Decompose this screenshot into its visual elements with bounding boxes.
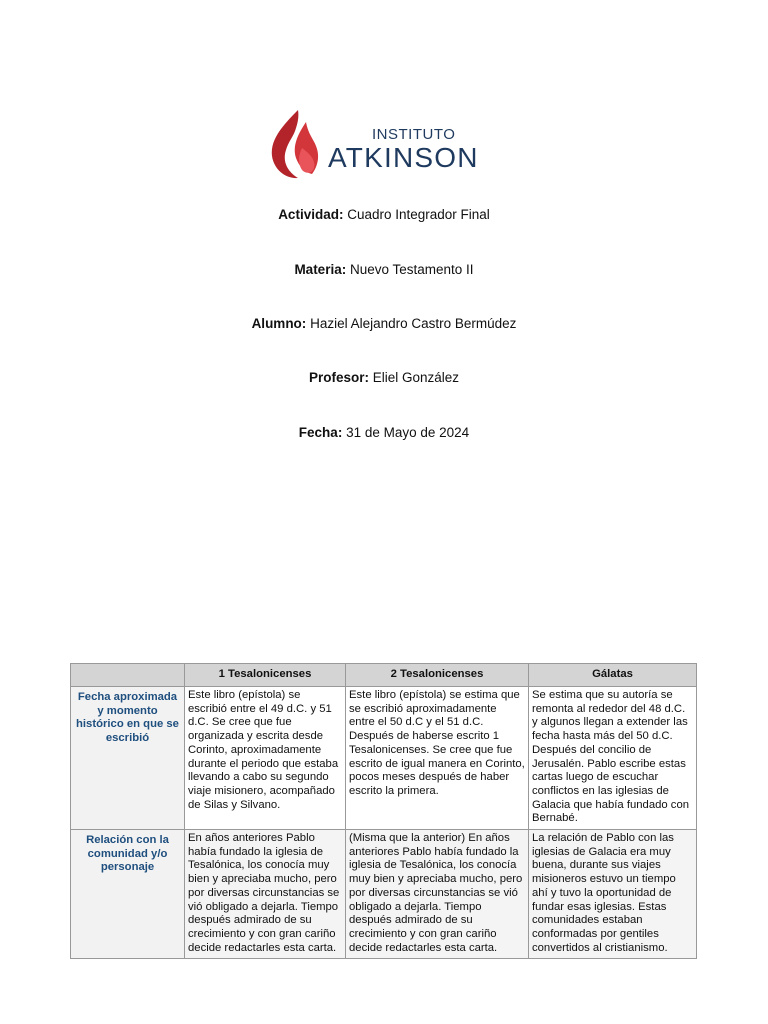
row-label-relacion: Relación con la comunidad y/o personaje — [71, 830, 185, 959]
comparison-table — [70, 663, 697, 959]
table-cell: La relación de Pablo con las iglesias de Galacia era muy buena, durante sus viajes misioneros estuvo un tiempo ahí y tuvo la oportunidad de fundar esas iglesias. Estas comunidades estaban conformadas por gentiles convertidos al cristianismo. — [529, 830, 697, 959]
student-label: Alumno: — [251, 316, 307, 331]
flame-icon — [268, 108, 320, 180]
subject-value: Nuevo Testamento II — [349, 262, 474, 277]
header-1-tesalonicenses: 1 Tesalonicenses — [185, 664, 346, 687]
activity-value: Cuadro Integrador Final — [347, 207, 490, 222]
teacher-line — [0, 370, 768, 385]
table-cell: Este libro (epístola) se escribió entre el 49 d.C. y 51 d.C. Se cree que fue organizada y escrita desde Corinto, aproximadamente durante el periodo que estaba llevando a cabo su segundo viaje misionero, acompañado de Silas y Silvano. — [185, 687, 346, 830]
subject-label: Materia: — [294, 262, 347, 277]
header-corner — [71, 664, 185, 687]
logo-line1: INSTITUTO — [372, 126, 456, 143]
institution-logo — [268, 108, 498, 180]
table-cell: (Misma que la anterior) En años anteriores Pablo había fundado la iglesia de Tesalónica, los conocía muy bien y apreciaba mucho, pero por diversas circunstancias se vió obligado a dejarla. Tiempo después admirado de su crecimiento y con gran cariño decide redactarles esta carta. — [346, 830, 529, 959]
activity-label: Actividad: — [278, 207, 344, 222]
table-row — [71, 830, 697, 959]
date-line — [0, 425, 768, 440]
date-value: 31 de Mayo de 2024 — [346, 425, 470, 440]
row-label-fecha: Fecha aproximada y momento histórico en que se escribió — [71, 687, 185, 830]
logo-line2: ATKINSON — [328, 142, 479, 173]
activity-line — [0, 207, 768, 222]
table-cell: En años anteriores Pablo había fundado la iglesia de Tesalónica, los conocía muy bien y apreciaba mucho, pero por diversas circunstancias se vió obligado a dejarla. Tiempo después admirado de su crecimiento y con gran cariño decide redactarles esta carta. — [185, 830, 346, 959]
subject-line — [0, 262, 768, 277]
header-2-tesalonicenses: 2 Tesalonicenses — [346, 664, 529, 687]
teacher-value: Eliel González — [372, 370, 460, 385]
table-cell: Se estima que su autoría se remonta al rededor del 48 d.C. y algunos llegan a extender las fecha hasta más del 50 d.C. Después del concilio de Jerusalén. Pablo escribe estas cartas luego de escuchar conflictos en las iglesias de Galacia que había fundado con Bernabé. — [529, 687, 697, 830]
table-cell: Este libro (epístola) se estima que se escribió aproximadamente entre el 50 d.C y el 51 d.C. Después de haberse escrito 1 Tesalonicenses. Se cree que fue escrito de igual manera en Corinto, pocos meses después de haber escrito la primera. — [346, 687, 529, 830]
student-line — [0, 316, 768, 331]
table-row — [71, 687, 697, 830]
teacher-label: Profesor: — [308, 370, 369, 385]
header-galatas: Gálatas — [529, 664, 697, 687]
date-label: Fecha: — [298, 425, 343, 440]
student-value: Haziel Alejandro Castro Bermúdez — [310, 316, 517, 331]
table-header-row — [71, 664, 697, 687]
